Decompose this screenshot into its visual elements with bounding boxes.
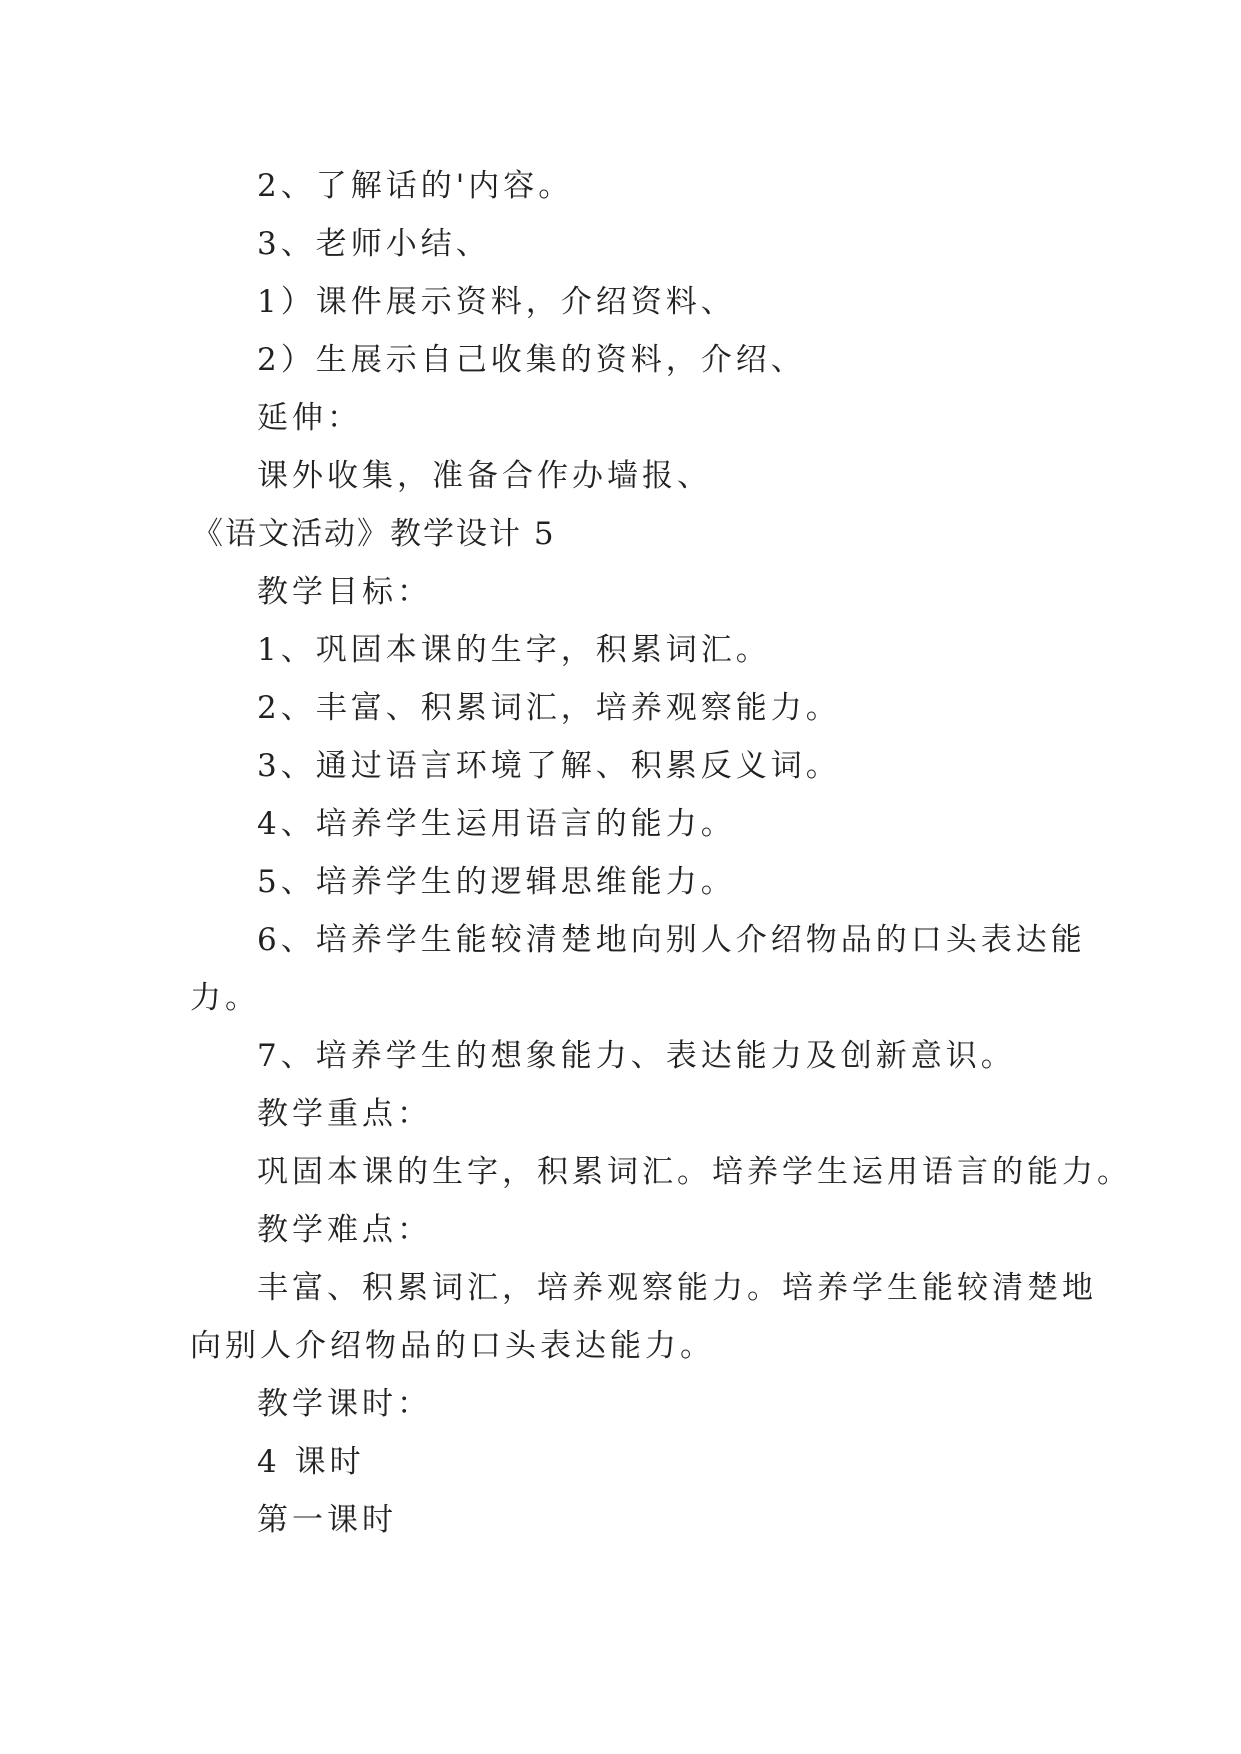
text-line: 3、老师小结、 [257,226,491,262]
text-line: 6、培养学生能较清楚地向别人介绍物品的口头表达能 [257,922,1086,958]
text-line: 2）生展示自己收集的资料，介绍、 [257,342,806,378]
text-line: 力。 [190,980,260,1016]
text-line: 4 课时 [257,1444,365,1480]
text-line: 4、培养学生运用语言的能力。 [257,806,736,842]
text-line: 教学课时： [257,1386,432,1422]
text-line: 2、丰富、积累词汇，培养观察能力。 [257,690,841,726]
text-line: 教学目标： [257,574,432,610]
text-line: 1、巩固本课的生字，积累词汇。 [257,632,771,668]
text-line: 向别人介绍物品的口头表达能力。 [190,1328,715,1364]
text-line: 教学重点： [257,1096,432,1132]
text-line: 2、了解话的'内容。 [257,168,574,204]
text-line: 课外收集，准备合作办墙报、 [257,458,712,494]
text-line: 教学难点： [257,1212,432,1248]
text-line: 5、培养学生的逻辑思维能力。 [257,864,736,900]
text-line: 丰富、积累词汇，培养观察能力。培养学生能较清楚地 [257,1270,1097,1306]
text-line: 1）课件展示资料，介绍资料、 [257,284,736,320]
text-line: 3、通过语言环境了解、积累反义词。 [257,748,841,784]
text-line: 巩固本课的生字，积累词汇。培养学生运用语言的能力。 [257,1154,1132,1190]
text-line: 第一课时 [257,1502,397,1538]
text-line: 延伸： [257,400,362,436]
text-line: 7、培养学生的想象能力、表达能力及创新意识。 [257,1038,1016,1074]
section-heading: 《语文活动》教学设计 5 [192,516,556,552]
